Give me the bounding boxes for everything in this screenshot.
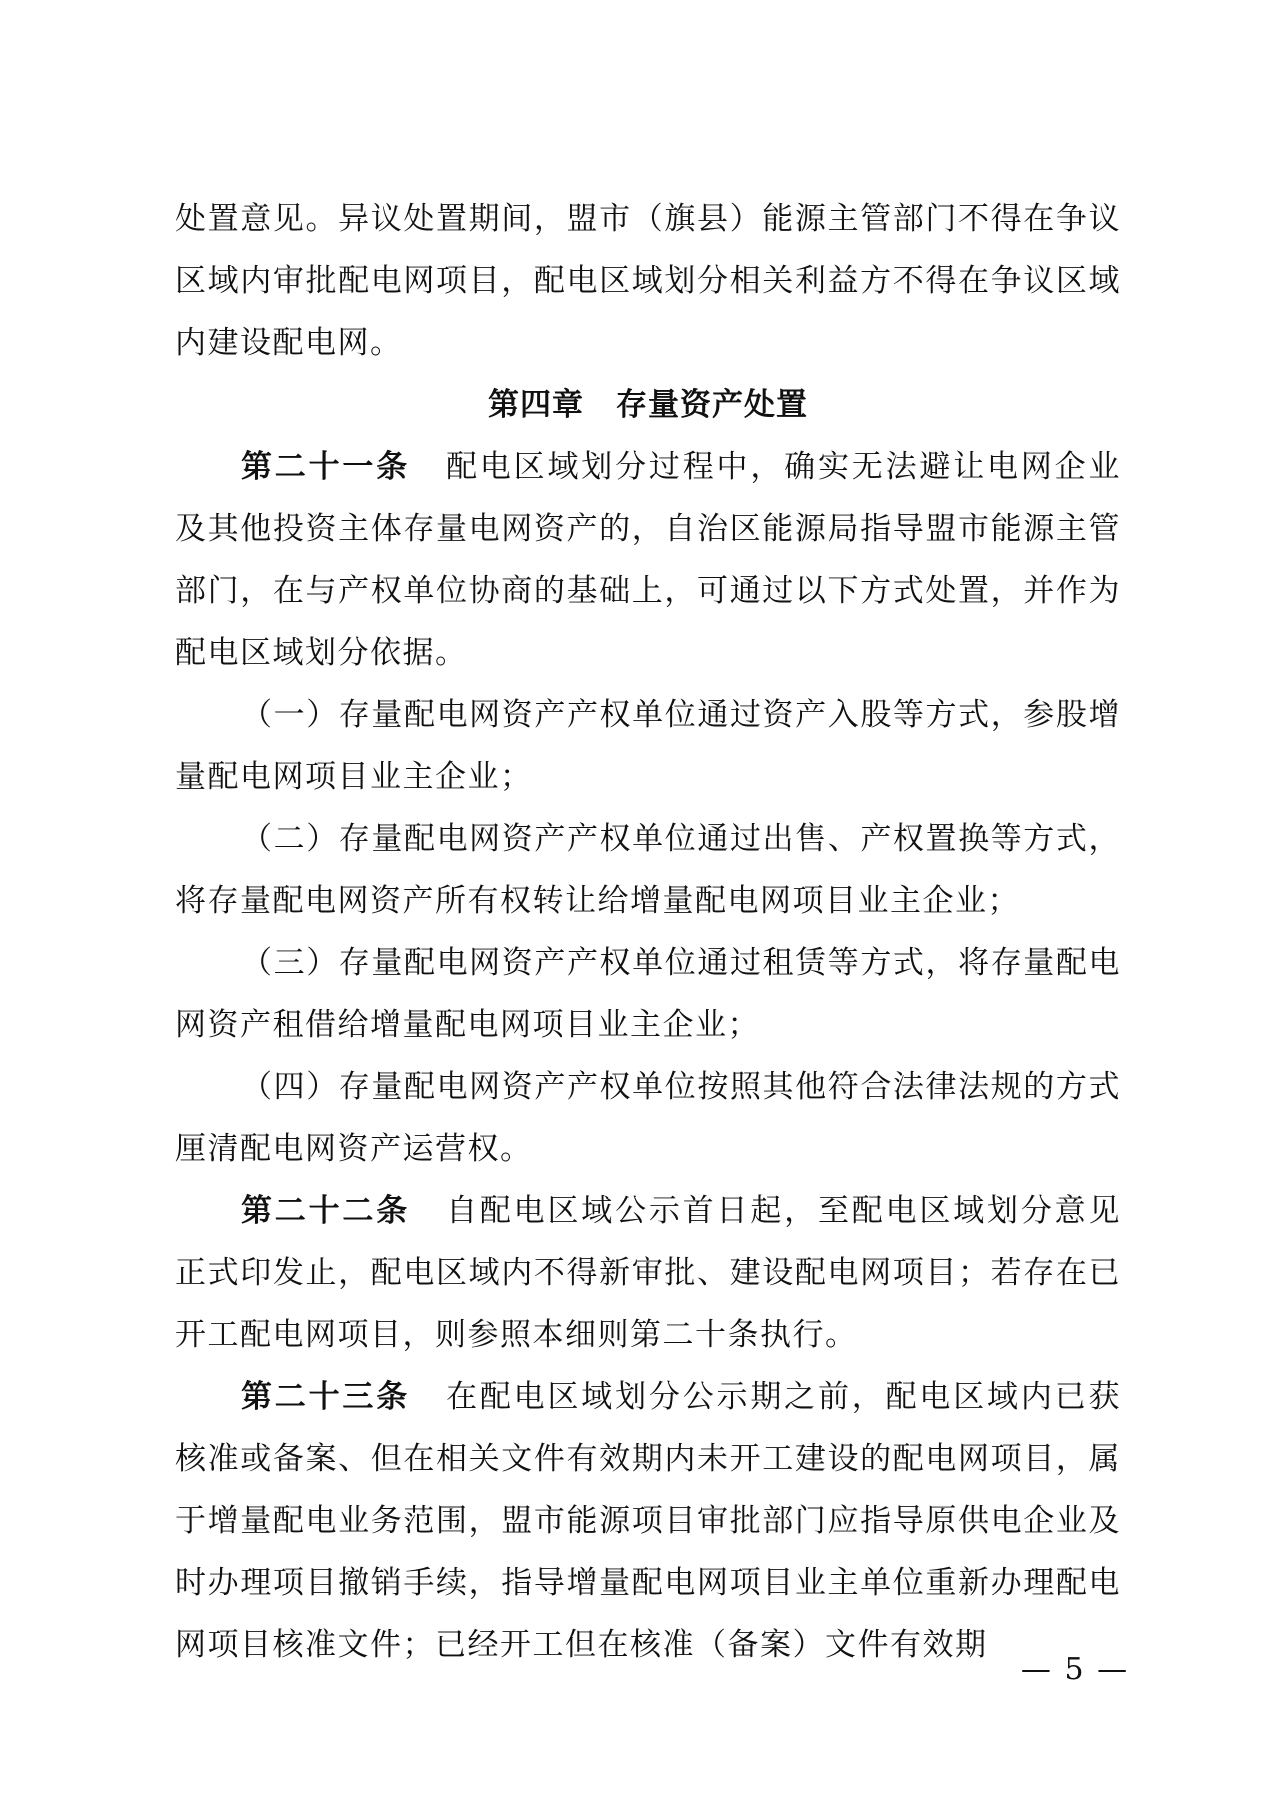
article-text: 自配电区域公示首日起，至配电区域划分意见正式印发止，配电区域内不得新审批、建设配电网项目；若存在已开工配电网项目，则参照本细则第二十条执行。 — [175, 1193, 1121, 1353]
article-text: 配电区域划分过程中，确实无法避让电网企业及其他投资主体存量电网资产的，自治区能源局指导盟市能源主管部门，在与产权单位协商的基础上，可通过以下方式处置，并作为配电区域划分依据。 — [175, 449, 1121, 671]
article-number: 第二十三条 — [241, 1379, 411, 1415]
article-23 — [175, 1366, 1121, 1676]
document-body — [175, 188, 1121, 1676]
article-number: 第二十二条 — [241, 1193, 411, 1229]
article-21 — [175, 436, 1121, 684]
article-text: 在配电区域划分公示期之前，配电区域内已获核准或备案、但在相关文件有效期内未开工建设的配电网项目，属于增量配电业务范围，盟市能源项目审批部门应指导原供电企业及时办理项目撤销手续，指导增量配电网项目业主单位重新办理配电网项目核准文件；已经开工但在核准（备案）文件有效期 — [175, 1379, 1121, 1663]
chapter-heading: 第四章 存量资产处置 — [488, 387, 808, 423]
list-item-1: （一）存量配电网资产产权单位通过资产入股等方式，参股增量配电网项目业主企业； — [175, 697, 1121, 795]
continuation-paragraph: 处置意见。异议处置期间，盟市（旗县）能源主管部门不得在争议区域内审批配电网项目，配电区域划分相关利益方不得在争议区域内建设配电网。 — [175, 201, 1121, 361]
page-number: — 5 — — [1020, 1652, 1130, 1687]
article-number: 第二十一条 — [241, 449, 411, 485]
article-22 — [175, 1180, 1121, 1366]
list-item-3: （三）存量配电网资产产权单位通过租赁等方式，将存量配电网资产租借给增量配电网项目业主企业； — [175, 945, 1121, 1043]
list-item-2: （二）存量配电网资产产权单位通过出售、产权置换等方式，将存量配电网资产所有权转让给增量配电网项目业主企业； — [175, 821, 1121, 919]
list-item-4: （四）存量配电网资产产权单位按照其他符合法律法规的方式厘清配电网资产运营权。 — [175, 1069, 1121, 1167]
